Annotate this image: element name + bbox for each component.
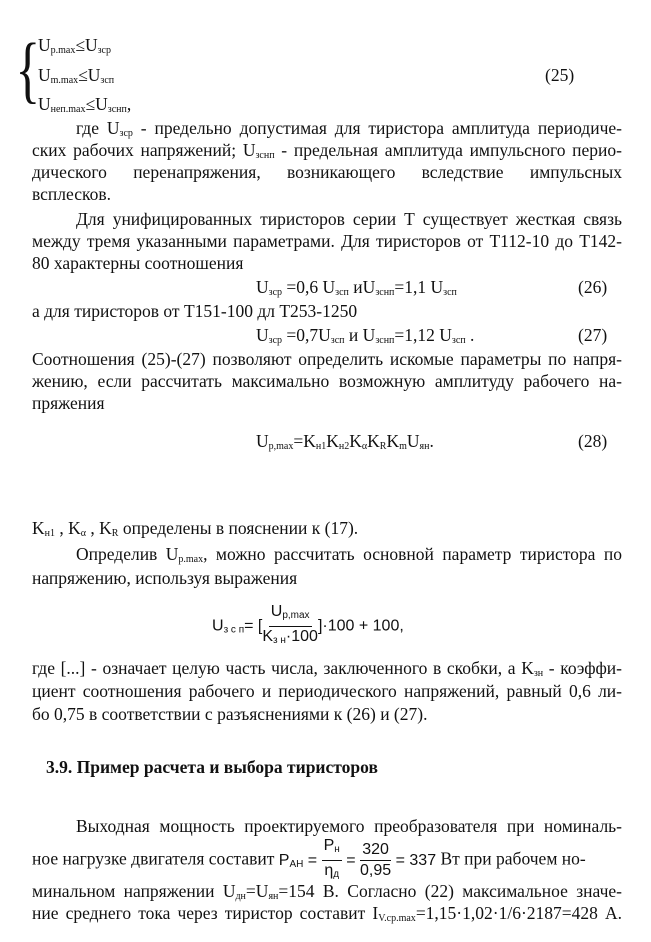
subscript: зсп [451, 335, 466, 346]
subscript: н2 [338, 441, 350, 452]
subscript: зср [119, 128, 133, 139]
text: =1,12 U [394, 325, 452, 345]
subscript: д [333, 869, 340, 880]
text: U [256, 431, 269, 451]
text: где [...] - означает целую часть числа, заключенного в скобки, а K [32, 658, 534, 678]
text: K [349, 431, 362, 451]
subscript: R [111, 528, 119, 539]
subscript: p,max [282, 610, 310, 621]
text-line [32, 252, 622, 274]
subscript: m [399, 441, 407, 452]
symbol: = [ [244, 617, 263, 635]
text: U [406, 431, 420, 451]
text: K [326, 431, 339, 451]
subscript: р.max [50, 45, 76, 56]
subscript: неп.max [50, 104, 86, 115]
subscript: зснп [375, 335, 395, 346]
symbol: = [303, 851, 322, 869]
subscript: зсп [443, 287, 457, 298]
subscript: зсп [335, 287, 349, 298]
numerator: P [323, 837, 335, 854]
formula-pah [278, 837, 437, 880]
text: - предельно допустимая для тиристора амплитуда периодиче- [132, 118, 622, 138]
text: между тремя указанными параметрами. Для тиристоров от Т112-10 до Т142- [32, 231, 622, 251]
text: - коэффи- [543, 658, 622, 678]
text: иU [348, 277, 376, 297]
text: , K [86, 518, 112, 538]
text-line [32, 703, 622, 725]
denominator: K [262, 628, 274, 645]
fraction [322, 836, 342, 885]
subscript: р,max [268, 441, 294, 452]
text-line [32, 815, 622, 837]
subscript: α [80, 528, 87, 539]
text: , [126, 94, 132, 114]
text: пряжения [32, 393, 105, 413]
text: Для унифицированных тиристоров серии Т существует жесткая связь [76, 209, 622, 229]
equation-28 [256, 430, 434, 458]
text: =U [245, 881, 269, 901]
text: жению, если рассчитать максимально возможную амплитуду рабочего на- [32, 371, 622, 391]
text-line [32, 392, 622, 414]
text-line [32, 902, 622, 930]
text: K [32, 518, 45, 538]
text-line [32, 348, 622, 370]
text: U [256, 325, 269, 345]
text: где U [76, 118, 120, 138]
subscript: з н [273, 635, 286, 646]
text: бо 0,75 в соответствии с разъяснениями к (26) и (27). [32, 704, 428, 724]
subscript: зсп [330, 335, 345, 346]
system-line [38, 34, 111, 62]
numerator: U [270, 603, 283, 620]
text: определены в пояснении к (17). [118, 518, 359, 538]
text: =K [293, 431, 316, 451]
text-line [32, 370, 622, 392]
symbol: ]·100 + 100, [317, 617, 404, 635]
subscript: н1 [44, 528, 55, 539]
subscript: зсп [100, 75, 115, 86]
symbol: = [341, 851, 361, 869]
text-line [32, 183, 622, 205]
numerator: 320 [360, 840, 391, 861]
text: и U [344, 325, 376, 345]
text-line [32, 230, 622, 252]
text: циент соотношения рабочего и периодического напряжений, равный 0,6 ли- [32, 681, 622, 701]
text-line [32, 517, 622, 545]
text: ских рабочих напряжений; U [32, 140, 256, 160]
subscript: ян [268, 891, 279, 902]
text: , K [55, 518, 81, 538]
equation-number: (26) [578, 277, 608, 297]
system-brace: { [15, 29, 41, 111]
text: =154 В. Согласно (22) максимальное значе- [278, 881, 622, 901]
subscript: α [361, 441, 368, 452]
text: Вт при рабочем но- [436, 848, 586, 869]
text: ное нагрузке двигателя составит [32, 848, 279, 869]
denominator: η [324, 862, 334, 879]
subscript: зснп [107, 104, 127, 115]
subscript: R [379, 441, 387, 452]
subscript: зснп [255, 150, 275, 161]
text-line [32, 161, 622, 183]
text: а для тиристоров от Т151-100 дл Т253-1250 [32, 301, 358, 321]
denominator: 0,95 [360, 862, 392, 879]
equation-number: (28) [578, 431, 608, 451]
text: =1,15·1,02·1/6·2187=428 А. [415, 903, 622, 923]
text: , можно рассчитать основной параметр тиристора по [203, 544, 622, 564]
subscript: зснп [375, 287, 395, 298]
subscript: з с п [223, 624, 245, 636]
text: - предельная амплитуда импульсного перио- [274, 140, 622, 160]
subscript: зср [268, 287, 283, 298]
text: ≤U [85, 94, 108, 114]
text: Выходная мощность проектируемого преобразователя при номиналь- [76, 816, 622, 836]
subscript: m.max [50, 75, 79, 86]
subscript: зср [268, 335, 283, 346]
text-line [32, 680, 622, 702]
text: =0,6 U [282, 277, 336, 297]
text: Соотношения (25)-(27) позволяют определить искомые параметры по напря- [32, 349, 622, 369]
text: 80 характерны соотношения [32, 253, 244, 273]
subscript: р.max [178, 554, 204, 565]
symbol: P [278, 851, 290, 869]
text: =0,7U [282, 325, 331, 345]
text: ние среднего тока через тиристор составит I [32, 903, 379, 923]
text-line [32, 300, 622, 322]
subscript: AH [289, 858, 304, 870]
denominator-tail: ·100 [285, 628, 318, 645]
equation-number: (27) [578, 325, 608, 345]
text: U [38, 94, 51, 114]
text: ≤U [75, 35, 98, 55]
subscript: дн [235, 891, 246, 902]
result: = 337 [391, 851, 437, 869]
text: U [38, 35, 51, 55]
fraction [360, 840, 391, 881]
subscript: зср [97, 45, 111, 56]
system-line [38, 64, 114, 92]
text: . [429, 431, 434, 451]
text: напряжению, используя выражения [32, 568, 298, 588]
fraction [262, 602, 318, 651]
section-heading: 3.9. Пример расчета и выбора тиристоров [46, 757, 378, 777]
text: U [38, 65, 51, 85]
subscript: зн [533, 668, 544, 679]
text: ≤U [78, 65, 101, 85]
text: минальном напряжении U [32, 881, 236, 901]
subscript: ян [419, 441, 430, 452]
text: =1,1 U [394, 277, 444, 297]
text: K [367, 431, 380, 451]
text-line [32, 208, 622, 230]
subscript: н [334, 844, 340, 855]
subscript: н1 [315, 441, 327, 452]
text: всплесков. [32, 184, 111, 204]
text: Определив U [76, 544, 179, 564]
text: U [256, 277, 269, 297]
formula-uzsp [212, 602, 404, 651]
text: . [465, 325, 475, 345]
symbol: U [212, 617, 224, 635]
subscript: V.ср.max [378, 913, 416, 924]
text-line [32, 567, 622, 589]
text: K [386, 431, 400, 451]
equation-number: (25) [545, 65, 575, 85]
text: дического перенапряжения, возникающего вследствие импульсных [32, 162, 622, 182]
